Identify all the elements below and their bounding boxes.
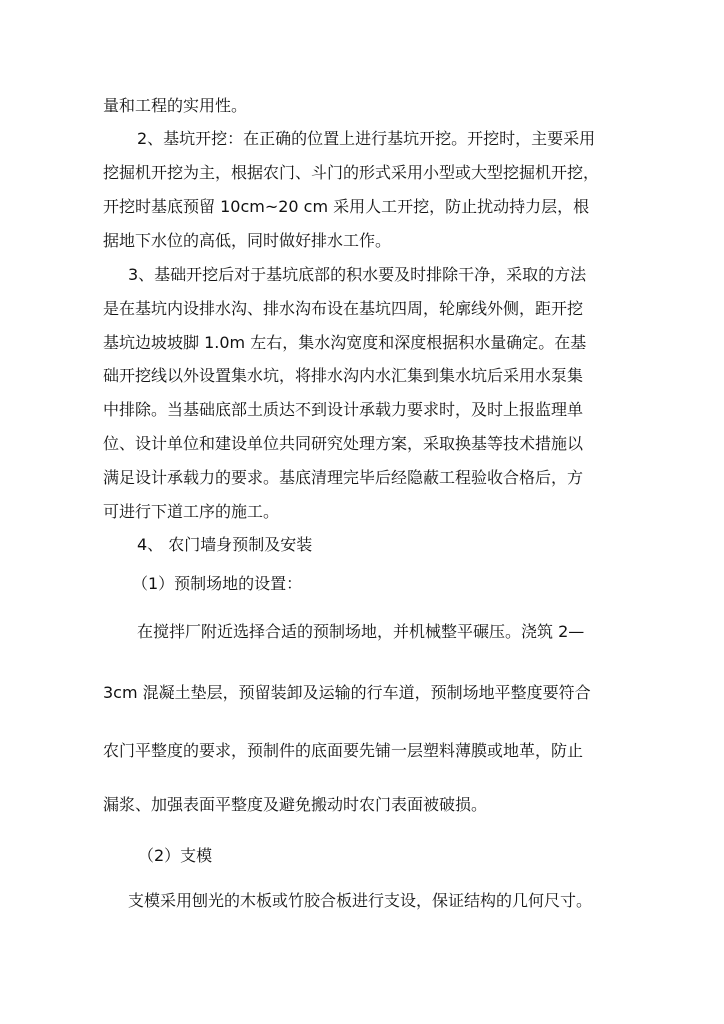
text-line-15: 3cm 混凝土垫层，预留装卸及运输的行车道，预制场地平整度要符合 xyxy=(103,683,591,702)
text-line-8: 基坑边坡坡脚 1.0m 左右，集水沟宽度和深度根据积水量确定。在基 xyxy=(103,333,587,352)
text-line-1: 量和工程的实用性。 xyxy=(103,96,248,115)
text-line-6: 3、基础开挖后对于基坑底部的积水要及时排除干净，采取的方法 xyxy=(128,265,587,284)
subsection-heading-1: （1）预制场地的设置： xyxy=(132,574,303,593)
text-line-2: 2、基坑开挖：在正确的位置上进行基坑开挖。开挖时，主要采用 xyxy=(137,129,596,148)
text-line-17: 漏浆、加强表面平整度及避免搬动时农门表面被破损。 xyxy=(103,795,488,814)
text-line-5: 据地下水位的高低，同时做好排水工作。 xyxy=(103,231,392,250)
text-line-7: 是在基坑内设排水沟、排水沟布设在基坑四周，轮廓线外侧，距开挖 xyxy=(103,299,584,318)
subsection-heading-2: （2）支模 xyxy=(138,846,213,865)
text-line-3: 挖掘机开挖为主，根据农门、斗门的形式采用小型或大型挖掘机开挖， xyxy=(103,163,600,182)
text-line-13: 可进行下道工序的施工。 xyxy=(103,502,280,521)
text-line-10: 中排除。当基础底部土质达不到设计承载力要求时，及时上报监理单 xyxy=(103,400,584,419)
text-line-11: 位、设计单位和建设单位共同研究处理方案，采取换基等技术措施以 xyxy=(103,434,584,453)
text-line-18: 支模采用刨光的木板或竹胶合板进行支设，保证结构的几何尺寸。 xyxy=(128,891,593,910)
text-line-4: 开挖时基底预留 10cm~20 cm 采用人工开挖，防止扰动持力层，根 xyxy=(103,197,590,216)
section-heading-4: 4、 农门墙身预制及安装 xyxy=(137,535,313,554)
text-line-9: 础开挖线以外设置集水坑，将排水沟内水汇集到集水坑后采用水泵集 xyxy=(103,366,584,385)
text-line-14: 在搅拌厂附近选择合适的预制场地，并机械整平碾压。浇筑 2— xyxy=(137,622,585,641)
text-line-16: 农门平整度的要求，预制件的底面要先铺一层塑料薄膜或地革，防止 xyxy=(103,741,584,760)
text-line-12: 满足设计承载力的要求。基底清理完毕后经隐蔽工程验收合格后，方 xyxy=(103,468,584,487)
